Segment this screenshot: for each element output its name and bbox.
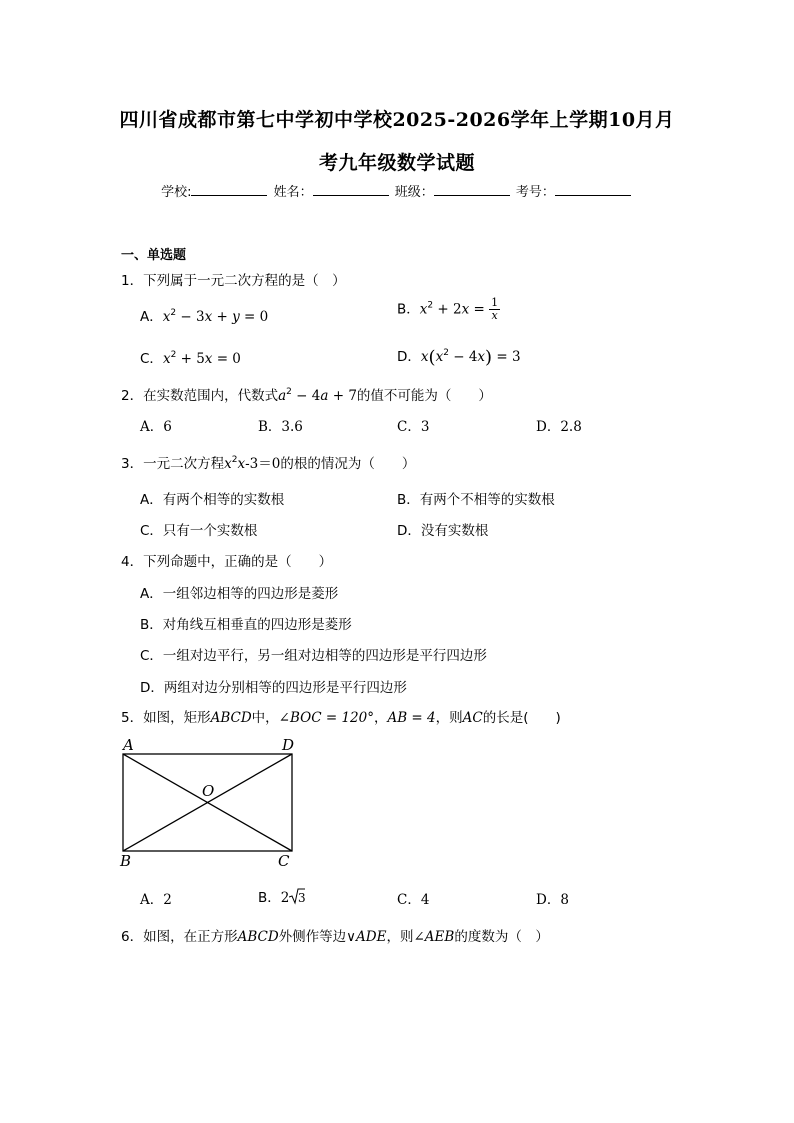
q2-option-d[interactable]: D．2.8: [536, 419, 582, 435]
q1-option-c[interactable]: C．$x^2 + 5x = 0$: [140, 350, 241, 367]
q5-option-d[interactable]: D．8: [536, 892, 569, 908]
school-blank[interactable]: [191, 183, 267, 196]
q2-stem: 2．在实数范围内，代数式$a^2 - 4a + 7$的值不可能为（ ）: [121, 387, 492, 404]
q5-option-c[interactable]: C．4: [397, 892, 430, 908]
label-o: O: [202, 782, 215, 800]
q5-option-a[interactable]: A．2: [140, 892, 172, 908]
q6-stem: 6．如图，在正方形ABCD外侧作等边∨ADE，则∠AEB的度数为（ ）: [121, 929, 549, 945]
label-a: A: [123, 736, 134, 754]
q2-option-b[interactable]: B．3.6: [258, 419, 303, 435]
student-info-line: [0, 181, 794, 200]
q5-stem: 5．如图，矩形ABCD中，∠BOC = 120°，AB = 4，则AC的长是( ): [121, 710, 561, 726]
section-heading: 一、单选题: [121, 248, 187, 263]
q1-stem: 1．下列属于一元二次方程的是（ ）: [121, 273, 346, 289]
class-blank[interactable]: [434, 183, 510, 196]
q2-option-a[interactable]: A．6: [140, 419, 172, 435]
label-b: B: [120, 852, 132, 870]
id-blank[interactable]: [555, 183, 631, 196]
rectangle-figure: [112, 734, 302, 870]
q4-option-c[interactable]: C．一组对边平行，另一组对边相等的四边形是平行四边形: [140, 648, 487, 664]
sqrt-3-symbol: [289, 887, 305, 905]
q4-stem: 4．下列命题中，正确的是（ ）: [121, 554, 333, 570]
q1-option-b[interactable]: B．$x^2 + 2x$ = $\frac{1}{x}$: [397, 296, 499, 322]
svg-text:3: 3: [298, 891, 306, 905]
school-label: 学校:: [161, 185, 192, 200]
q4-option-d[interactable]: D．两组对边分别相等的四边形是平行四边形: [140, 680, 407, 696]
q3-option-b[interactable]: B．有两个不相等的实数根: [397, 492, 555, 508]
exam-title-line1: 四川省成都市第七中学初中学校2025-2026学年上学期10月月: [119, 109, 675, 131]
q3-option-c[interactable]: C．只有一个实数根: [140, 523, 258, 539]
id-label: 考号：: [515, 185, 555, 200]
q1-option-d[interactable]: D．$x(x^2 - 4x) = 3$: [397, 347, 521, 368]
q5-option-b[interactable]: B．2 3: [258, 886, 305, 906]
label-d: D: [282, 736, 295, 754]
exam-title-line2: 考九年级数学试题: [318, 152, 475, 174]
q3-stem: 3．一元二次方程$x^2x-3=0$的根的情况为（ ）: [121, 455, 416, 472]
q4-option-a[interactable]: A．一组邻边相等的四边形是菱形: [140, 586, 339, 602]
q1-option-a[interactable]: A．$x^2 - 3x + y = 0$: [140, 308, 269, 325]
label-c: C: [278, 852, 290, 870]
name-blank[interactable]: [313, 183, 389, 196]
q4-option-b[interactable]: B．对角线互相垂直的四边形是菱形: [140, 617, 352, 633]
q3-option-a[interactable]: A．有两个相等的实数根: [140, 492, 285, 508]
class-label: 班级：: [394, 185, 434, 200]
name-label: 姓名：: [273, 185, 313, 200]
q2-option-c[interactable]: C．3: [397, 419, 430, 435]
q3-option-d[interactable]: D．没有实数根: [397, 523, 489, 539]
